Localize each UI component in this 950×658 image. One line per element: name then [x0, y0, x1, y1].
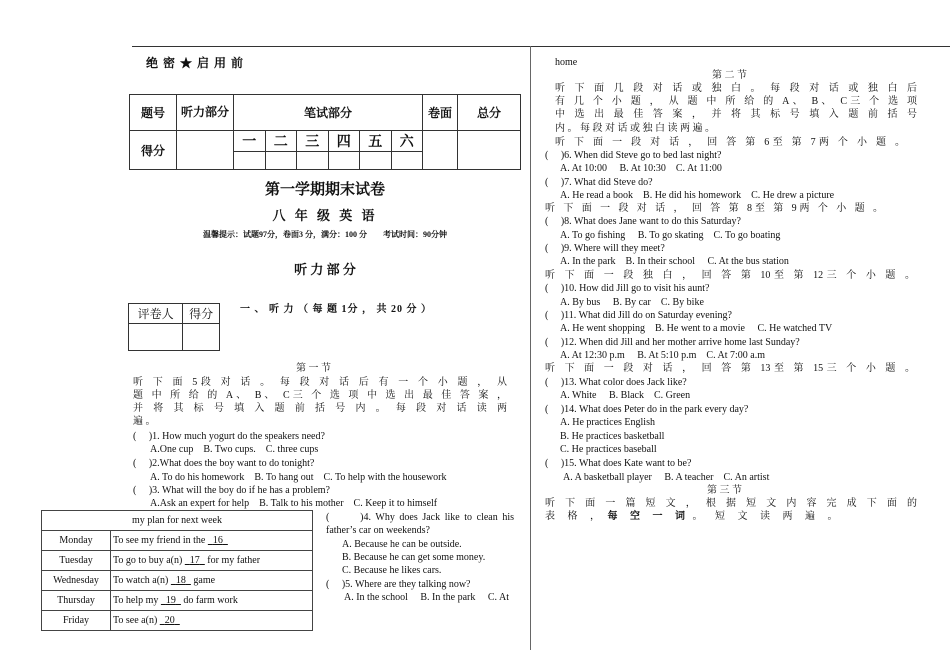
- section2-sub-2: 听 下 面 一 段 对 话 ， 回 答 第 8至 第 9两 个 小 题 。: [545, 203, 883, 214]
- question-14-option-b: B. He practices basketball: [560, 431, 665, 442]
- question-7: ( )7. What did Steve do?: [545, 177, 653, 188]
- score-table: [129, 94, 521, 170]
- question-8: ( )8. What does Jane want to do this Saturday?: [545, 216, 741, 227]
- plan-row: [42, 611, 313, 631]
- section-5: 五: [360, 131, 392, 152]
- reviewer-label: 评卷人: [129, 304, 183, 324]
- question-9: ( )9. Where will they meet?: [545, 243, 665, 254]
- score-cell-3[interactable]: [297, 152, 329, 170]
- plan-blank-19[interactable]: 19: [165, 595, 176, 606]
- section2-sub-3: 听 下 面 一 段 独 白 ， 回 答 第 10至 第 12三 个 小 题 。: [545, 270, 915, 281]
- col-bishi: 笔试部分: [234, 95, 423, 131]
- score-cell-1[interactable]: [234, 152, 266, 170]
- plan-day: Thursday: [42, 591, 111, 611]
- section-4: 四: [328, 131, 360, 152]
- confidential-label: 绝 密 ★ 启 用 前: [146, 56, 245, 70]
- question-11: ( )11. What did Jill do on Saturday evening?: [545, 310, 732, 321]
- question-11-options: A. He went shopping B. He went to a movie C. He watched TV: [560, 323, 833, 334]
- plan-day: Wednesday: [42, 571, 111, 591]
- section-6: 六: [391, 131, 423, 152]
- question-9-options: A. In the park B. In their school C. At the bus station: [560, 256, 789, 267]
- score-cell-juanmian[interactable]: [423, 131, 458, 170]
- section2-label: 第 二 节: [712, 70, 747, 81]
- plan-text: To watch a(n): [113, 575, 171, 586]
- question-6-options: A. At 10:00 B. At 10:30 C. At 11:00: [560, 163, 722, 174]
- plan-text: To go to buy a(n): [113, 555, 185, 566]
- question-10-options: A. By bus B. By car C. By bike: [560, 297, 704, 308]
- score-cell-4[interactable]: [328, 152, 360, 170]
- section2-instr-4: 内 。 每 段 对 话 或 独 白 读 两 遍 。: [555, 123, 715, 134]
- plan-row: [42, 531, 313, 551]
- plan-blank-18[interactable]: 18: [175, 575, 186, 586]
- section1-instr-2: 题 中 所 给 的 A、 B、 C三 个 选 项 中 选 出 最 佳 答 案 ，: [133, 390, 507, 401]
- section2-instr-3: 中 选 出 最 佳 答 案 ， 并 将 其 标 号 填 入 题 前 括 号: [555, 109, 917, 120]
- section1-instr-4: 遍 。: [133, 416, 156, 427]
- section2-instr-2: 有 几 个 小 题 ， 从 题 中 所 给 的 A、 B、 C三 个 选 项: [555, 96, 917, 107]
- plan-blank-16[interactable]: 16: [212, 535, 223, 546]
- plan-text: To see my friend in the: [113, 535, 208, 546]
- question-3-options: A.Ask an expert for help B. Talk to his mother C. Keep it to himself: [150, 498, 438, 509]
- question-12-options: A. At 12:30 p.m B. At 5:10 p.m C. At 7:00 a.m: [560, 350, 766, 361]
- question-14-option-a: A. He practices English: [560, 417, 655, 428]
- question-5: ( )5. Where are they talking now?: [326, 579, 471, 590]
- question-5-options: A. In the school B. In the park C. At: [344, 592, 509, 603]
- question-4-cont: father’s car on weekends?: [326, 525, 430, 536]
- question-1-options: A.One cup B. Two cups. C. three cups: [150, 444, 319, 455]
- section-3: 三: [297, 131, 329, 152]
- question-14: ( )14. What does Peter do in the park every day?: [545, 404, 749, 415]
- section-1: 一: [234, 131, 266, 152]
- score-cell-2[interactable]: [265, 152, 297, 170]
- exam-tips: 温馨提示：试题97分，卷面3 分，满分：100 分 考试时间：90分钟: [203, 230, 447, 239]
- section2-sub-1: 听 下 面 一 段 对 话 ， 回 答 第 6至 第 7两 个 小 题 。: [555, 137, 905, 148]
- plan-day: Monday: [42, 531, 111, 551]
- question-15: ( )15. What does Kate want to be?: [545, 458, 692, 469]
- question-4: ( )4. Why does Jack like to clean his: [326, 512, 514, 523]
- question-12: ( )12. When did Jill and her mother arrive home last Sunday?: [545, 337, 800, 348]
- section1-instr-3: 并 将 其 标 号 填 入 题 前 括 号 内 。 每 段 对 话 读 两: [133, 403, 507, 414]
- section2-sub-4: 听 下 面 一 段 对 话 ， 回 答 第 13至 第 15三 个 小 题 。: [545, 363, 915, 374]
- plan-row: Tuesday To go to buy a(n) 17 for my father: [42, 551, 313, 571]
- question-13-options: A. White B. Black C. Green: [560, 390, 691, 401]
- col-juanmian: 卷面: [423, 95, 458, 131]
- question-1: ( )1. How much yogurt do the speakers need?: [133, 431, 325, 442]
- grader-score-cell[interactable]: [183, 324, 220, 351]
- question-7-options: A. He read a book B. He did his homework C. He drew a picture: [560, 190, 835, 201]
- question-4-option-a: A. Because he can be outside.: [342, 539, 462, 550]
- plan-day: Friday: [42, 611, 111, 631]
- score-cell-5[interactable]: [360, 152, 392, 170]
- column-divider: [530, 46, 531, 650]
- col-tingli: 听力部分: [177, 95, 234, 131]
- section1-instr-1: 听 下 面 5段 对 话 。 每 段 对 话 后 有 一 个 小 题 ， 从: [133, 377, 507, 388]
- score-cell-6[interactable]: [391, 152, 423, 170]
- grader-table: [128, 303, 220, 351]
- question-10: ( )10. How did Jill go to visit his aunt?: [545, 283, 710, 294]
- question-15-options: A. A basketball player B. A teacher C. An artist: [563, 472, 770, 483]
- plan-title: my plan for next week: [42, 511, 313, 531]
- plan-row: Thursday To help my 19 do farm work: [42, 591, 313, 611]
- section3-emphasis: 每 空 一 词: [607, 511, 690, 522]
- top-rule: [132, 46, 950, 47]
- plan-blank-20[interactable]: 20: [164, 615, 175, 626]
- reviewer-cell[interactable]: [129, 324, 183, 351]
- question-4-option-c: C. Because he likes cars.: [342, 565, 442, 576]
- question-6: ( )6. When did Steve go to bed last night?: [545, 150, 722, 161]
- question-5-cont: home: [555, 57, 578, 68]
- plan-text: To see a(n): [113, 615, 160, 626]
- score-cell-zongfen[interactable]: [458, 131, 521, 170]
- section2-instr-1: 听 下 面 几 段 对 话 或 独 白 。 每 段 对 话 或 独 白 后: [555, 83, 917, 94]
- grader-score-label: 得分: [183, 304, 220, 324]
- question-4-option-b: B. Because he can get some money.: [342, 552, 486, 563]
- exam-subtitle: 八 年 级 英 语: [272, 208, 378, 223]
- score-cell-tingli[interactable]: [177, 131, 234, 170]
- question-8-options: A. To go fishing B. To go skating C. To go boating: [560, 230, 781, 241]
- listening-title: 听 力 部 分: [294, 262, 356, 277]
- question-14-option-c: C. He practices baseball: [560, 444, 657, 455]
- plan-row: Wednesday To watch a(n) 18 game: [42, 571, 313, 591]
- plan-text: To help my: [113, 595, 161, 606]
- exam-title: 第一学期期末试卷: [264, 182, 385, 198]
- question-13: ( )13. What color does Jack like?: [545, 377, 687, 388]
- section3-instr-1: 听 下 面 一 篇 短 文 ， 根 据 短 文 内 容 完 成 下 面 的: [545, 498, 917, 509]
- question-2-options: A. To do his homework B. To hang out C. To help with the housework: [150, 472, 447, 483]
- plan-day: Tuesday: [42, 551, 111, 571]
- plan-blank-17[interactable]: 17: [189, 555, 200, 566]
- section3-label: 第 三 节: [707, 485, 742, 496]
- question-2: ( )2.What does the boy want to do tonight?: [133, 458, 315, 469]
- plan-table: [41, 510, 313, 631]
- col-tihao: 题号: [130, 95, 177, 131]
- section-2: 二: [265, 131, 297, 152]
- part1-heading: 一 、 听 力 （ 每 题 1分 ， 共 20 分 ）: [240, 304, 432, 315]
- row-defen: 得分: [130, 131, 177, 170]
- col-zongfen: 总分: [458, 95, 521, 131]
- question-3: ( )3. What will the boy do if he has a problem?: [133, 485, 330, 496]
- section3-instr-2: 表 格 ， 每 空 一 词 。 短 文 读 两 遍 。: [545, 511, 843, 522]
- section1-label: 第 一 节: [296, 363, 331, 374]
